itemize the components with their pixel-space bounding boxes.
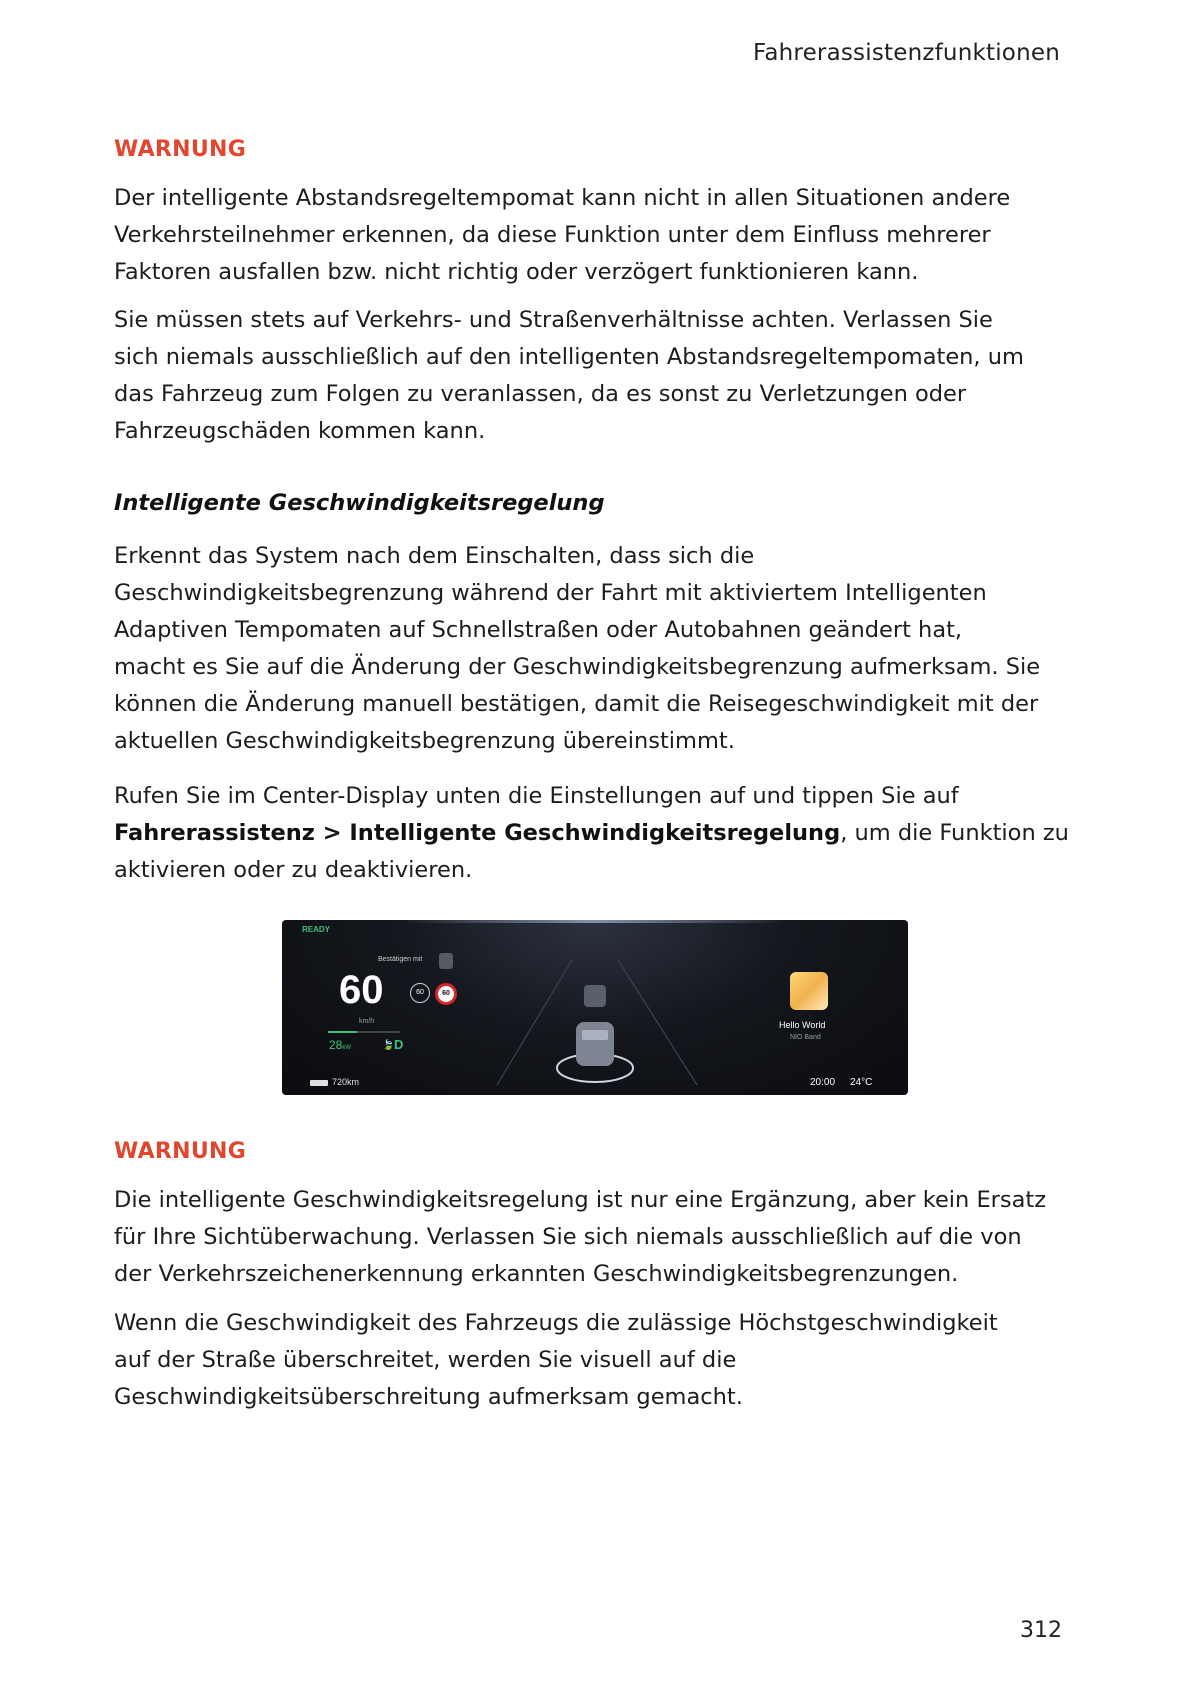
warning-paragraph-1 [114, 180, 1010, 291]
album-art-icon [790, 972, 828, 1010]
text-line: aktivieren oder zu deaktivieren. [114, 857, 473, 883]
power-value: 28 [329, 1038, 343, 1052]
ego-vehicle-window [582, 1030, 608, 1040]
warning-paragraph-2 [114, 302, 1024, 450]
clock: 20:00 [810, 1077, 836, 1088]
lane-line-left [497, 960, 572, 1085]
text-line: macht es Sie auf die Änderung der Geschwindigkeitsbegrenzung aufmerksam. Sie [114, 654, 1041, 680]
text-line: Die intelligente Geschwindigkeitsregelung ist nur eine Ergänzung, aber kein Ersatz [114, 1187, 1047, 1213]
page-number: 312 [1020, 1618, 1062, 1643]
text-line: Geschwindigkeitsüberschreitung aufmerksam gemacht. [114, 1384, 743, 1410]
ego-vehicle [576, 1022, 614, 1066]
warning-label: WARNUNG [114, 137, 247, 162]
text-line: für Ihre Sichtüberwachung. Verlassen Sie sich niemals ausschließlich auf die von [114, 1224, 1022, 1250]
text-line: auf der Straße überschreitet, werden Sie visuell auf die [114, 1347, 737, 1373]
confirm-text: Bestätigen mit [378, 956, 423, 963]
text-line [114, 815, 1069, 852]
text-line: Verkehrsteilnehmer erkennen, da diese Funktion unter dem Einfluss mehrerer [114, 222, 991, 248]
text-line: Sie müssen stets auf Verkehrs- und Straßenverhältnisse achten. Verlassen Sie [114, 307, 993, 333]
text-line: Wenn die Geschwindigkeit des Fahrzeugs die zulässige Höchstgeschwindigkeit [114, 1310, 998, 1336]
text-line: Faktoren ausfallen bzw. nicht richtig oder verzögert funktionieren kann. [114, 259, 919, 285]
text-line: Adaptiven Tempomaten auf Schnellstraßen oder Autobahnen geändert hat, [114, 617, 963, 643]
text-line: das Fahrzeug zum Folgen zu veranlassen, da es sonst zu Verletzungen oder [114, 381, 967, 407]
range-readout: 720km [332, 1077, 360, 1087]
lead-vehicle [584, 985, 606, 1007]
text-line: Erkennt das System nach dem Einschalten, dass sich die [114, 543, 755, 569]
warning-paragraph-1 [114, 1182, 1046, 1293]
media-title: Hello World [779, 1020, 826, 1030]
text-line: sich niemals ausschließlich auf den intelligenten Abstandsregeltempomaten, um [114, 344, 1024, 370]
power-readout [329, 1038, 351, 1052]
battery-icon [310, 1080, 328, 1086]
current-speed: 60 [339, 968, 384, 1012]
text-line: Rufen Sie im Center-Display unten die Einstellungen auf und tippen Sie auf [114, 783, 959, 809]
instrument-cluster-image [282, 920, 908, 1095]
warning-label: WARNUNG [114, 1139, 247, 1164]
warning-paragraph-2 [114, 1305, 998, 1416]
settings-path: Fahrerassistenz > Intelligente Geschwindigkeitsregelung [114, 820, 841, 846]
text-fragment: , um die Funktion zu [840, 820, 1069, 846]
section-paragraph-2 [114, 778, 1069, 889]
eco-leaf-icon: 🍃 [382, 1040, 395, 1051]
ready-indicator: READY [302, 925, 331, 934]
speed-unit: km/h [359, 1018, 375, 1025]
text-line: Fahrzeugschäden kommen kann. [114, 418, 486, 444]
temperature: 24°C [850, 1077, 873, 1088]
text-line: können die Änderung manuell bestätigen, damit die Reisegeschwindigkeit mit der [114, 691, 1039, 717]
speed-limit-sign-icon: 60 [435, 983, 457, 1005]
section-title: Intelligente Geschwindigkeitsregelung [114, 490, 605, 516]
text-line: Geschwindigkeitsbegrenzung während der Fahrt mit aktiviertem Intelligenten [114, 580, 987, 606]
media-subtitle: NIO Band [790, 1034, 821, 1041]
acc-speed-icon: 60 [410, 983, 430, 1003]
section-paragraph-1 [114, 538, 1040, 760]
steering-button-icon [439, 953, 453, 969]
lane-line-right [618, 960, 697, 1085]
running-header: Fahrerassistenzfunktionen [753, 40, 1060, 66]
power-unit: kW [342, 1045, 352, 1051]
gear-indicator: D [394, 1037, 404, 1052]
power-bar-fill [328, 1031, 357, 1033]
text-line: aktuellen Geschwindigkeitsbegrenzung übereinstimmt. [114, 728, 735, 754]
text-line: der Verkehrszeichenerkennung erkannten Geschwindigkeitsbegrenzungen. [114, 1261, 959, 1287]
power-bar [328, 1031, 400, 1033]
text-line: Der intelligente Abstandsregeltempomat kann nicht in allen Situationen andere [114, 185, 1011, 211]
